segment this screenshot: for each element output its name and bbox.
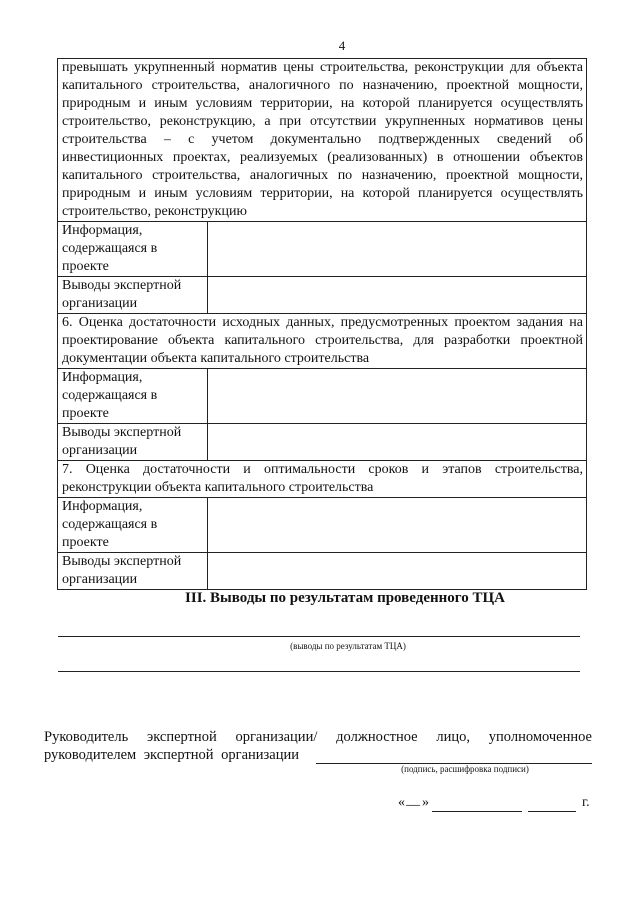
conclusions-line-2[interactable]: [58, 671, 580, 672]
table-row: [58, 222, 587, 277]
label-expert-conclusions: Выводы экспертной организации: [58, 424, 208, 461]
section-6-text: 6. Оценка достаточности исходных данных, предусмотренных проектом задания на проектирование объекта капитального строительства, для разработки проектной документации объекта капитального строительства: [58, 314, 587, 369]
date-open-quote: «: [398, 795, 405, 810]
expert-conclusions-cell[interactable]: [208, 424, 587, 461]
page-number: 4: [338, 38, 346, 53]
criterion-text: превышать укрупненный норматив цены строительства, реконструкции для объекта капитального строительства, аналогичного по назначению, проектной мощности, природным и иным условиям территории, на которой планируется осуществлять строительство, реконструкцию, а при отсутствии укрупненных нормативов цены строительства – с учетом документально подтвержденных сведений об инвестиционных проектах, реализуемых (реализованных) в отношении объектов капитального строительства, аналогичных по назначению, проектной мощности, природным и иным условиям территории, на которой планируется осуществлять строительство, реконструкцию: [58, 59, 587, 222]
label-expert-conclusions: Выводы экспертной организации: [58, 553, 208, 590]
signatory-label: Руководитель экспертной организации/ должностное лицо, уполномоченное: [44, 729, 592, 745]
conclusions-caption: (выводы по результатам ТЦА): [290, 641, 406, 651]
table-row: [58, 498, 587, 553]
project-info-cell[interactable]: [208, 369, 587, 424]
table-row: [58, 424, 587, 461]
date-year-line[interactable]: [528, 811, 576, 812]
section-7-text: 7. Оценка достаточности и оптимальности сроков и этапов строительства, реконструкции объекта капитального строительства: [58, 461, 587, 498]
date-year-suffix: г.: [582, 795, 590, 810]
section-title: III. Выводы по результатам проведенного ТЦА: [185, 590, 505, 606]
signatory-label-cont: руководителем экспертной организации: [44, 747, 300, 763]
conclusions-line-1[interactable]: [58, 636, 580, 637]
table-row: [58, 553, 587, 590]
label-expert-conclusions: Выводы экспертной организации: [58, 277, 208, 314]
signature-caption: (подпись, расшифровка подписи): [401, 764, 529, 774]
date-month-line[interactable]: [432, 811, 522, 812]
date-day-blank[interactable]: __: [406, 793, 420, 808]
table-row: [58, 277, 587, 314]
expert-conclusions-cell[interactable]: [208, 277, 587, 314]
label-project-info: Информация, содержащаяся в проекте: [58, 498, 208, 553]
table-row: [58, 314, 587, 369]
label-project-info: Информация, содержащаяся в проекте: [58, 369, 208, 424]
expert-conclusions-cell[interactable]: [208, 553, 587, 590]
assessment-table: [57, 58, 587, 590]
label-project-info: Информация, содержащаяся в проекте: [58, 222, 208, 277]
project-info-cell[interactable]: [208, 222, 587, 277]
table-row: [58, 369, 587, 424]
table-row: [58, 59, 587, 222]
date-close-quote: »: [422, 795, 429, 810]
table-row: [58, 461, 587, 498]
project-info-cell[interactable]: [208, 498, 587, 553]
